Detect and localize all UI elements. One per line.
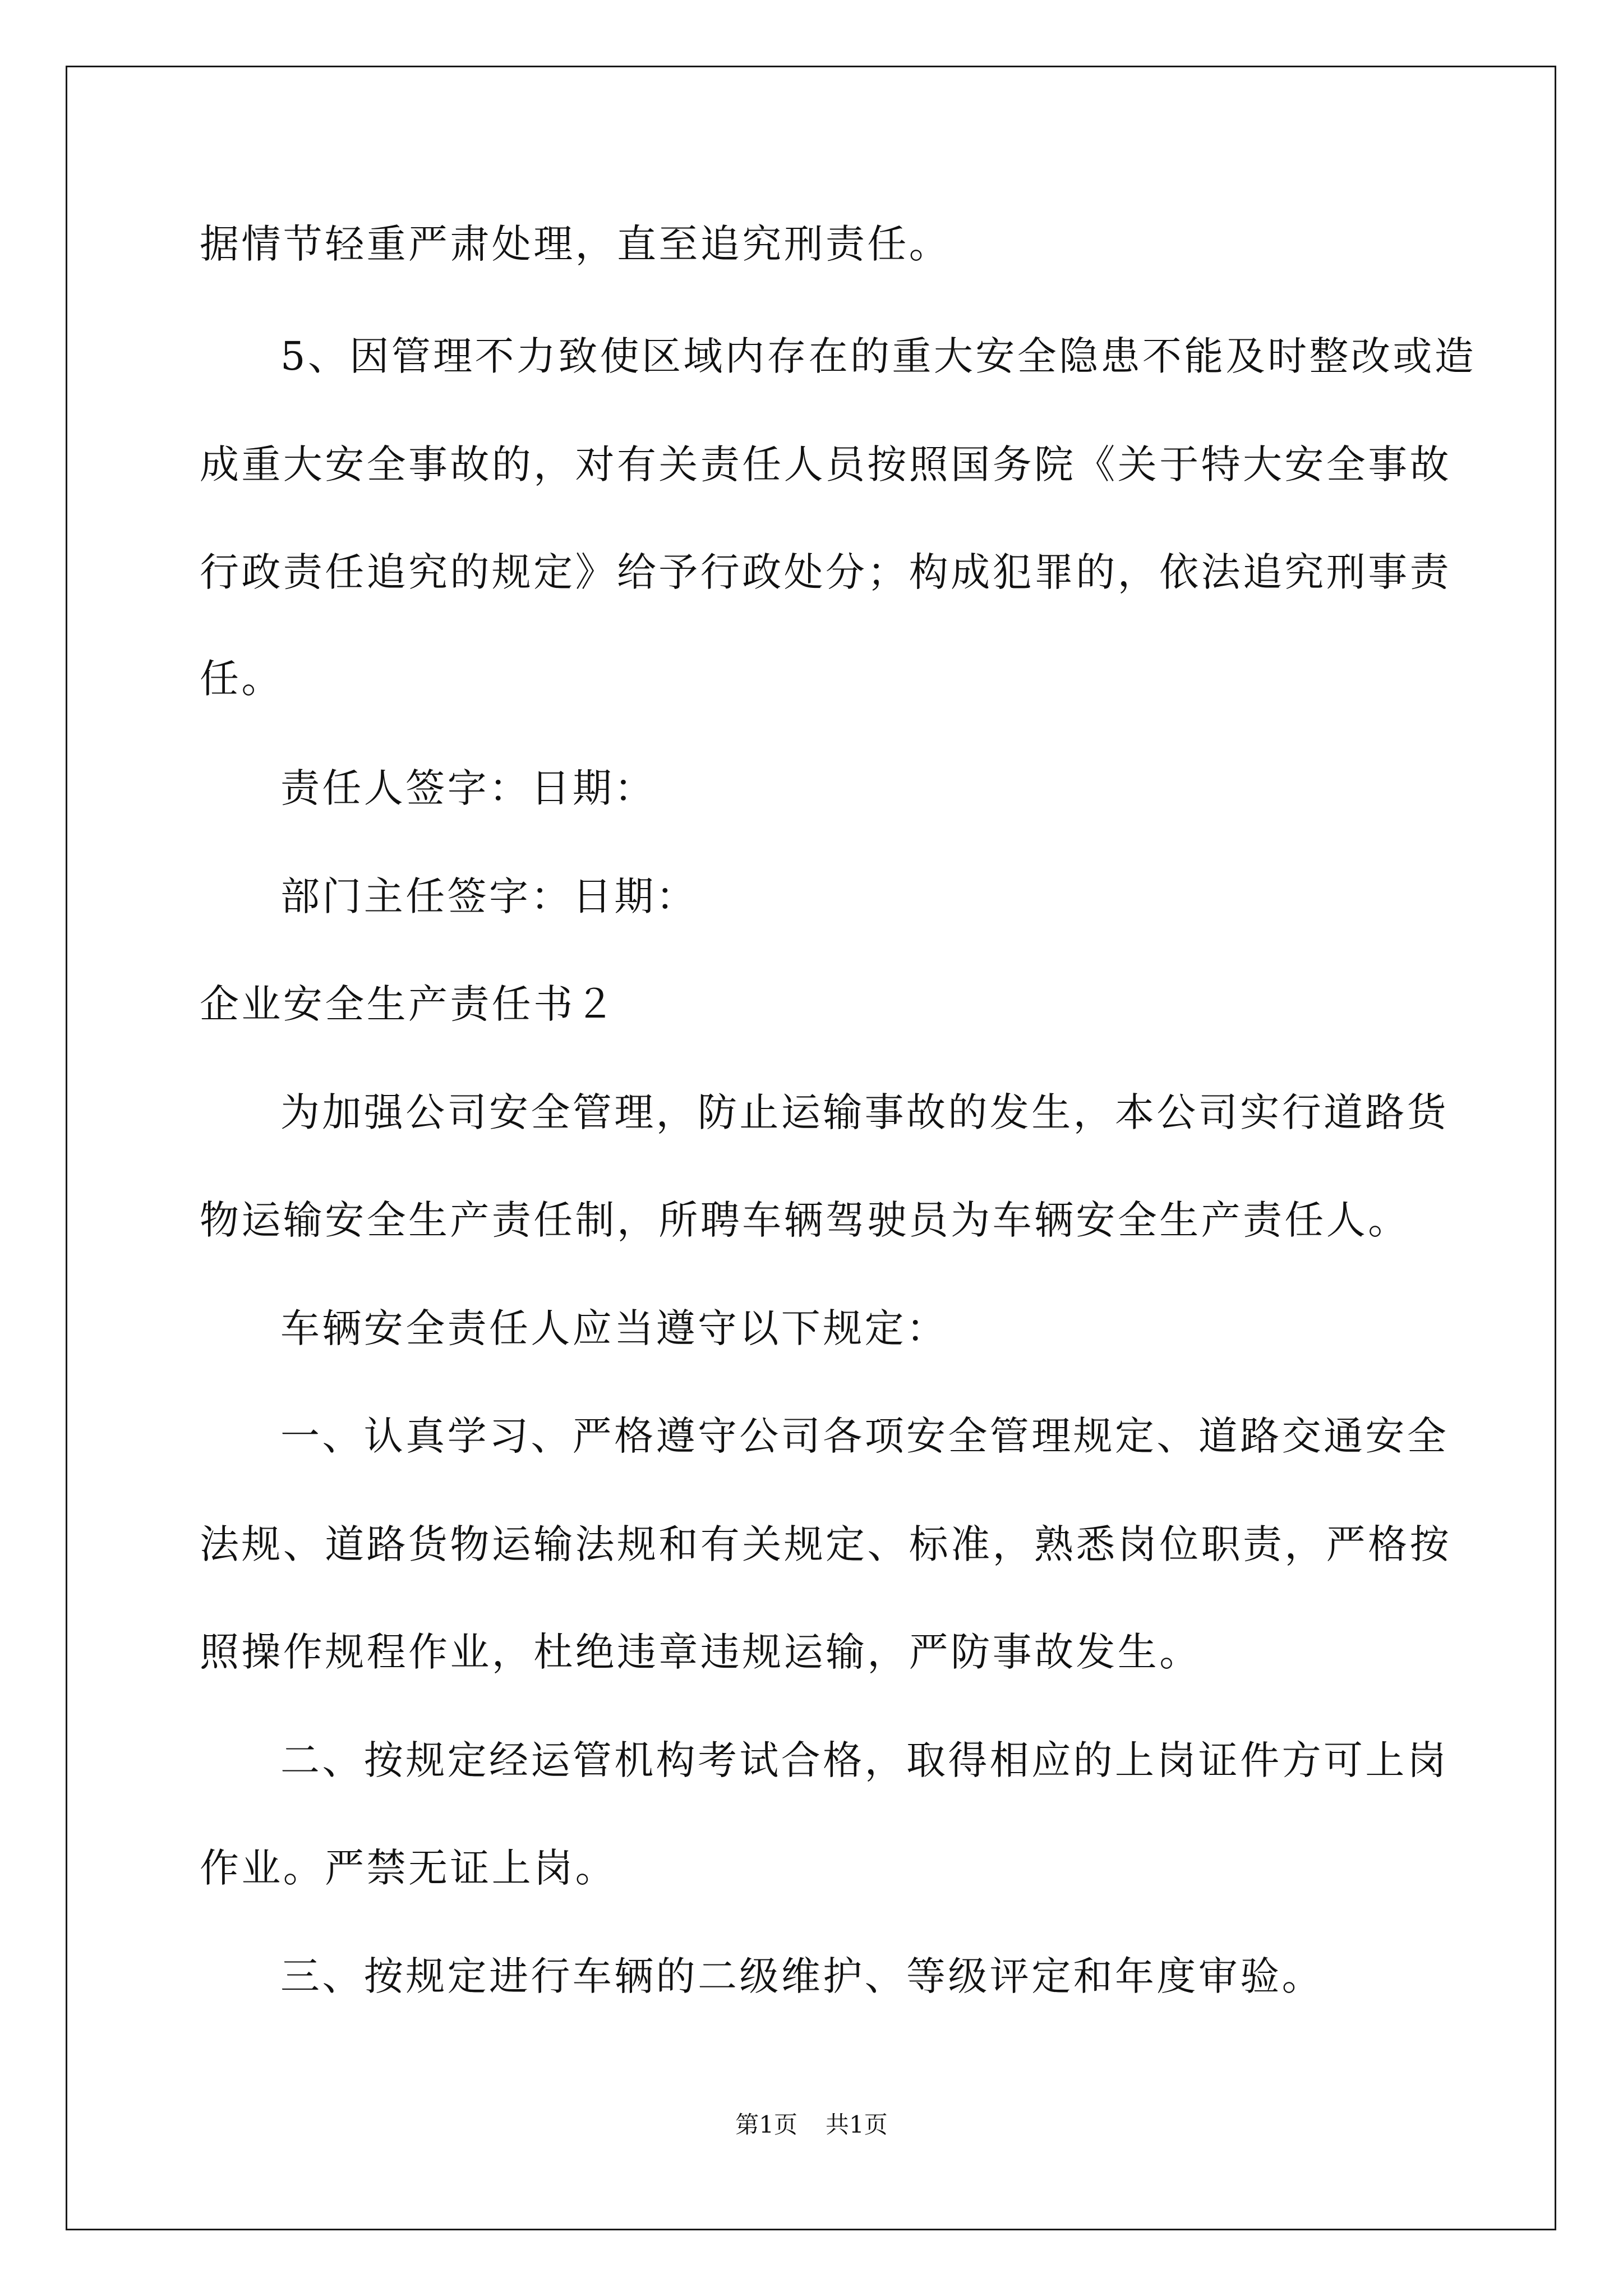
- page-border: [66, 66, 1556, 2230]
- paragraph-line: 物运输安全生产责任制，所聘车辆驾驶员为车辆安全生产责任人。: [200, 1197, 1410, 1243]
- paragraph-line: 任。: [200, 656, 283, 702]
- signature-line: 部门主任签字：日期：: [280, 873, 698, 919]
- paragraph-line: 照操作规程作业，杜绝违章违规运输，严防事故发生。: [200, 1629, 1201, 1675]
- page-footer: [0, 2111, 1623, 2139]
- paragraph-line: 车辆安全责任人应当遵守以下规定：: [280, 1305, 948, 1351]
- paragraph-line: 为加强公司安全管理，防止运输事故的发生，本公司实行道路货: [280, 1089, 1449, 1135]
- paragraph-line: 作业。严禁无证上岗。: [200, 1845, 617, 1891]
- paragraph-line: 成重大安全事故的，对有关责任人员按照国务院《关于特大安全事故: [200, 441, 1451, 487]
- paragraph-line: 一、认真学习、严格遵守公司各项安全管理规定、道路交通安全: [280, 1413, 1449, 1459]
- paragraph-line: 行政责任追究的规定》给予行政处分；构成犯罪的，依法追究刑事责: [200, 549, 1451, 595]
- paragraph-line: 法规、道路货物运输法规和有关规定、标准，熟悉岗位职责，严格按: [200, 1521, 1451, 1567]
- paragraph-line: 5、因管理不力致使区域内存在的重大安全隐患不能及时整改或造: [280, 333, 1477, 379]
- paragraph-line: 据情节轻重严肃处理，直至追究刑责任。: [200, 221, 951, 267]
- paragraph-line: 二、按规定经运管机构考试合格，取得相应的上岗证件方可上岗: [280, 1737, 1449, 1783]
- page-number: 第1页: [735, 2111, 797, 2138]
- signature-line: 责任人签字：日期：: [280, 765, 656, 811]
- paragraph-line: 三、按规定进行车辆的二级维护、等级评定和年度审验。: [280, 1953, 1324, 1999]
- section-heading: 企业安全生产责任书２: [200, 981, 617, 1027]
- page-total: 共1页: [826, 2111, 888, 2138]
